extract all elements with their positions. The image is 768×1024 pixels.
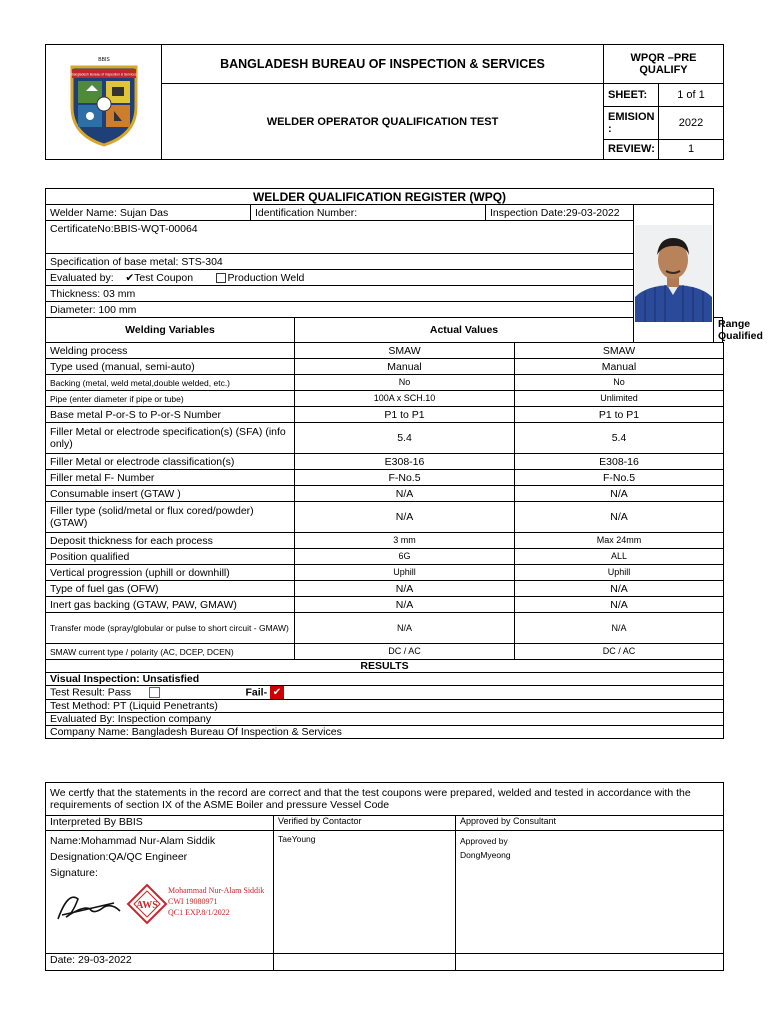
sheet-value: 1 of 1 [659, 84, 724, 106]
variable-actual: N/A [295, 502, 515, 533]
variable-actual: P1 to P1 [295, 407, 515, 423]
variable-variable: Type of fuel gas (OFW) [46, 581, 295, 597]
variable-range: N/A [515, 597, 724, 613]
stamp-line-1: Mohammad Nur-Alam Siddik [168, 886, 265, 895]
certification-date: Date: 29-03-2022 [46, 954, 274, 971]
variable-actual: Uphill [295, 565, 515, 581]
signature-area [50, 881, 269, 953]
variable-row [46, 549, 724, 565]
review-value: 1 [659, 139, 724, 159]
evaluated-by-label: Evaluated by: [50, 271, 114, 284]
signatory-cell [46, 831, 274, 954]
doc-title: WELDER OPERATOR QUALIFICATION TEST [162, 84, 604, 160]
variable-actual: E308-16 [295, 454, 515, 470]
evaluated-company: Evaluated By: Inspection company [46, 713, 724, 726]
variable-actual: DC / AC [295, 644, 515, 660]
verifier-cell [274, 831, 456, 954]
signatory-name: Name:Mohammad Nur-Alam Siddik [50, 835, 216, 847]
aws-stamp-text: AWS [136, 900, 158, 911]
variable-range: Manual [515, 359, 724, 375]
variable-range: Uphill [515, 565, 724, 581]
review-label: REVIEW: [604, 139, 659, 159]
variable-range: ALL [515, 549, 724, 565]
variable-actual: 6G [295, 549, 515, 565]
variable-variable: Transfer mode (spray/globular or pulse to short circuit - GMAW) [46, 613, 295, 644]
variable-variable: Filler Metal or electrode classification(s) [46, 454, 295, 470]
emision-label: EMISION : [604, 106, 659, 139]
variable-row [46, 502, 724, 533]
variable-row [46, 533, 724, 549]
variable-row [46, 407, 724, 423]
base-metal-spec: Specification of base metal: STS-304 [46, 254, 634, 270]
welding-variables-table [45, 342, 724, 739]
verifier-name: TaeYoung [278, 834, 316, 844]
visual-inspection: Visual Inspection: Unsatisfied [46, 673, 724, 686]
verified-by: Verified by Contactor [274, 816, 456, 831]
register-title: WELDER QUALIFICATION REGISTER (WPQ) [46, 189, 714, 205]
variable-variable: Vertical progression (uphill or downhill) [46, 565, 295, 581]
doc-code: WPQR –PRE QUALIFY [604, 45, 724, 84]
variable-variable: Filler metal F- Number [46, 470, 295, 486]
variable-variable: Filler Metal or electrode specification(s) (SFA) (info only) [46, 423, 295, 454]
variable-row [46, 597, 724, 613]
org-name: BANGLADESH BUREAU OF INSPECTION & SERVICES [162, 45, 604, 84]
variable-row [46, 375, 724, 391]
variable-range: N/A [515, 581, 724, 597]
company-name: Company Name: Bangladesh Bureau Of Inspection & Services [46, 726, 724, 739]
variable-range: P1 to P1 [515, 407, 724, 423]
certification-statement: We certfy that the statements in the record are correct and that the test coupons were prepared, welded and tested in accordance with the requirements of section IX of the ASME Boiler and pressure Vessel Code [46, 783, 724, 816]
emision-value: 2022 [659, 106, 724, 139]
variable-actual: SMAW [295, 343, 515, 359]
approver-cell [456, 831, 724, 954]
pass-checkbox [149, 687, 160, 698]
variable-row [46, 359, 724, 375]
document-header [45, 44, 724, 160]
identification-number: Identification Number: [251, 205, 486, 221]
qualification-register [45, 188, 763, 343]
col-header-variables: Welding Variables [46, 318, 295, 343]
variable-range: N/A [515, 613, 724, 644]
variable-row [46, 486, 724, 502]
variable-range: Unlimited [515, 391, 724, 407]
variable-row [46, 613, 724, 644]
variable-variable: Consumable insert (GTAW ) [46, 486, 295, 502]
fail-label: Fail- [245, 686, 268, 699]
photo-cell [634, 205, 714, 343]
welder-name: Welder Name: Sujan Das [46, 205, 251, 221]
variable-variable: Inert gas backing (GTAW, PAW, GMAW) [46, 597, 295, 613]
variable-row [46, 644, 724, 660]
production-weld-checkbox [216, 273, 226, 283]
variable-actual: 5.4 [295, 423, 515, 454]
variable-actual: N/A [295, 581, 515, 597]
variable-variable: Deposit thickness for each process [46, 533, 295, 549]
check-icon: ✔ [125, 271, 135, 284]
variable-variable: Position qualified [46, 549, 295, 565]
variable-actual: N/A [295, 613, 515, 644]
variable-row [46, 343, 724, 359]
thickness: Thickness: 03 mm [46, 286, 634, 302]
variable-variable: Backing (metal, weld metal,double welded, etc.) [46, 375, 295, 391]
diameter: Diameter: 100 mm [46, 302, 634, 318]
variable-row [46, 581, 724, 597]
variable-row [46, 454, 724, 470]
variable-range: 5.4 [515, 423, 724, 454]
bbis-logo [64, 53, 144, 149]
variable-range: SMAW [515, 343, 724, 359]
approver-name: DongMyeong [460, 850, 511, 860]
signature-label: Signature: [50, 867, 98, 879]
test-result-label: Test Result: Pass [50, 686, 132, 699]
variable-range: Max 24mm [515, 533, 724, 549]
variable-actual: 100A x SCH.10 [295, 391, 515, 407]
sheet-label: SHEET: [604, 84, 659, 106]
test-method: Test Method: PT (Liquid Penetrants) [46, 700, 724, 713]
variable-range: F-No.5 [515, 470, 724, 486]
variable-variable: Filler type (solid/metal or flux cored/powder) (GTAW) [46, 502, 295, 533]
verifier-date-cell [274, 954, 456, 971]
stamp-text [168, 885, 264, 918]
approver-label: Approved by [460, 836, 508, 846]
signature-scribble [54, 885, 124, 925]
logo-banner-text: Bangladesh Bureau of Inspection & Services [70, 72, 137, 76]
stamp-line-3: QC1 EXP.8/1/2022 [168, 908, 230, 917]
variable-row [46, 470, 724, 486]
logo-top-text: BBIS [97, 56, 110, 63]
variable-row [46, 423, 724, 454]
variable-range: N/A [515, 502, 724, 533]
variable-range: N/A [515, 486, 724, 502]
variable-actual: Manual [295, 359, 515, 375]
variable-actual: 3 mm [295, 533, 515, 549]
variable-range: No [515, 375, 724, 391]
variable-variable: Base metal P-or-S to P-or-S Number [46, 407, 295, 423]
evaluated-by-row [46, 270, 634, 286]
signatory-designation: Designation:QA/QC Engineer [50, 851, 188, 863]
production-weld-label: Production Weld [227, 271, 305, 284]
col-header-actual: Actual Values [295, 318, 634, 343]
fail-check-icon: ✔ [270, 686, 284, 699]
aws-stamp-icon [126, 883, 168, 925]
variable-variable: Type used (manual, semi-auto) [46, 359, 295, 375]
variable-range: DC / AC [515, 644, 724, 660]
variable-actual: N/A [295, 597, 515, 613]
certificate-number: CertificateNo:BBIS-WQT-00064 [46, 221, 634, 254]
variable-range: E308-16 [515, 454, 724, 470]
col-header-range: Range Qualified [714, 318, 723, 343]
approved-by: Approved by Consultant [456, 816, 724, 831]
variable-row [46, 391, 724, 407]
variable-actual: F-No.5 [295, 470, 515, 486]
test-coupon-label: Test Coupon [134, 271, 194, 284]
inspection-date: Inspection Date:29-03-2022 [486, 205, 634, 221]
welder-photo [635, 225, 712, 322]
variable-variable: Pipe (enter diameter if pipe or tube) [46, 391, 295, 407]
interpreted-by: Interpreted By BBIS [46, 816, 274, 831]
results-title: RESULTS [46, 660, 724, 673]
variable-variable: Welding process [46, 343, 295, 359]
test-result-row [46, 686, 724, 700]
variable-actual: N/A [295, 486, 515, 502]
logo-cell [46, 45, 162, 160]
variable-row [46, 565, 724, 581]
variable-actual: No [295, 375, 515, 391]
variable-variable: SMAW current type / polarity (AC, DCEP, DCEN) [46, 644, 295, 660]
certification-block [45, 782, 724, 971]
approver-date-cell [456, 954, 724, 971]
stamp-line-2: CWI 19080971 [168, 897, 218, 906]
